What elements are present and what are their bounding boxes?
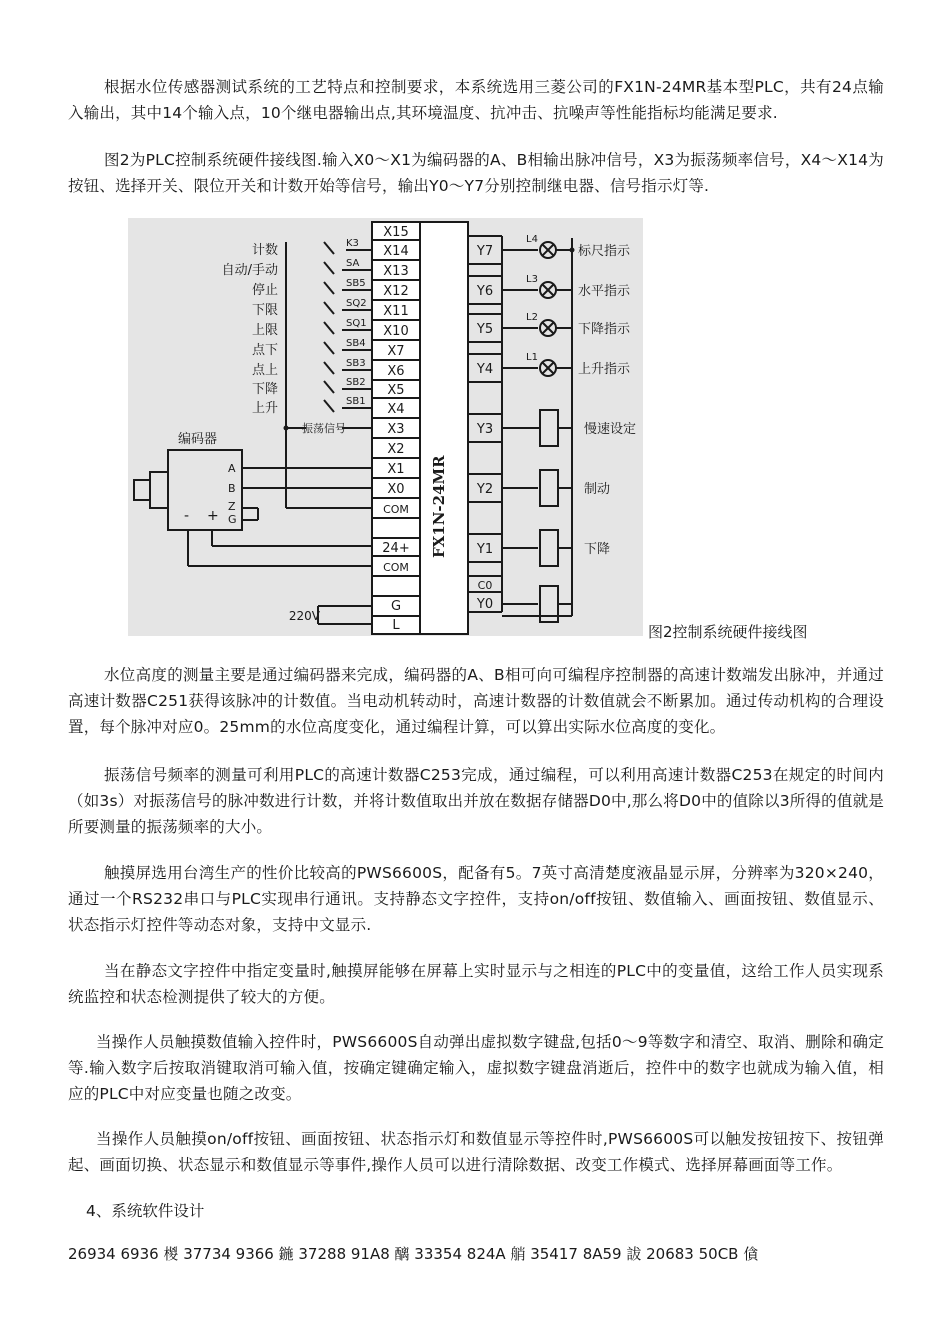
output-label-slow-speed: 慢速设定	[584, 422, 637, 437]
terminal-x0: X0	[387, 482, 405, 497]
encoder-pin-z: Z	[228, 500, 236, 513]
encoder-plus: +	[207, 508, 219, 524]
switch-code-sb4: SB4	[346, 338, 366, 349]
terminal-x2: X2	[387, 442, 405, 457]
lamp-code-l1: L1	[526, 352, 538, 363]
input-label-jog-down: 点下	[251, 343, 278, 358]
paragraph-oscillation-frequency: 振荡信号频率的测量可利用PLC的高速计数器C253完成，通过编程，可以利用高速计数器C253在规定的时间内（如3s）对振荡信号的脉冲数进行计数，并将计数值取出并放在数据存储器D0中,那么将D0中的值除以3所得的值就是所要测量的振荡频率的大小。	[68, 766, 884, 836]
terminal-g: G	[390, 599, 402, 614]
terminal-y7: Y7	[476, 244, 494, 259]
encoder-label: 编码器	[178, 432, 218, 447]
paragraph-button-events: 当操作人员触摸on/off按钮、画面按钮、状态指示灯和数值显示等控件时,PWS6600S可以触发按钮按下、按钮弹起、画面切换、状态显示和数值显示等事件,操作人员可以进行清除数据、改变工作模式、选择屏幕画面等工作。	[68, 1130, 884, 1174]
hardware-wiring-diagram	[128, 218, 643, 636]
terminal-y1: Y1	[476, 542, 494, 557]
input-label-auto-manual: 自动/手动	[221, 263, 278, 278]
paragraph-plc-selection: 根据水位传感器测试系统的工艺特点和控制要求，本系统选用三菱公司的FX1N-24MR基本型PLC，共有24点输入输出，其中14个输入点，10个继电器输出点,其环境温度、抗冲击、抗噪声等性能指标均能满足要求.	[68, 78, 884, 122]
terminal-x12: X12	[383, 284, 409, 299]
terminal-y3: Y3	[476, 422, 494, 437]
encoder-minus: -	[184, 508, 190, 524]
paragraph-numeric-input: 当操作人员触摸数值输入控件时，PWS6600S自动弹出虚拟数字键盘,包括0～9等数字和清空、取消、删除和确定等.输入数字后按取消键取消可输入值，按确定键确定输入，虚拟数字键盘消逝后，控件中的数字也就成为输入值，相应的PLC中对应变量也随之改变。	[68, 1033, 884, 1103]
paragraph-wiring-description: 图2为PLC控制系统硬件接线图.输入X0～X1为编码器的A、B相输出脉冲信号，X3为振荡频率信号，X4～X14为按钮、选择开关、限位开关和计数开始等信号，输出Y0～Y7分别控制继电器、信号指示灯等.	[68, 151, 884, 195]
terminal-y2: Y2	[476, 482, 494, 497]
terminal-x7: X7	[387, 344, 405, 359]
terminal-x6: X6	[387, 364, 405, 379]
switch-code-sa: SA	[346, 258, 360, 269]
paragraph-touch-screen: 触摸屏选用台湾生产的性价比较高的PWS6600S，配备有5。7英寸高清楚度液晶显示屏，分辨率为320×240，通过一个RS232串口与PLC实现串行通讯。支持静态文字控件，支持on/off按钮、数值输入、画面按钮、数值显示、状态指示灯控件等动态对象，支持中文显示.	[68, 864, 884, 934]
encoder-pin-g: G	[228, 513, 237, 526]
input-label-stop: 停止	[251, 283, 278, 298]
terminal-x13: X13	[383, 264, 409, 279]
garbled-code-line: 26934 6936 椶 37734 9366 鍦 37288 91A8 醨 33354 824A 艄 35417 8A59 詙 20683 50CB 僋	[68, 1245, 759, 1263]
paragraph-water-level-measurement: 水位高度的测量主要是通过编码器来完成，编码器的A、B相可向可编程序控制器的高速计数端发出脉冲，并通过高速计数器C251获得该脉冲的计数值。当电动机转动时，高速计数器的计数值就会不断累加。通过传动机构的合理设置，每个脉冲对应0。25mm的水位高度变化，通过编程计算，可以算出实际水位高度的变化。	[68, 666, 884, 736]
terminal-x14: X14	[383, 244, 409, 259]
paragraph-static-text-control: 当在静态文字控件中指定变量时,触摸屏能够在屏幕上实时显示与之相连的PLC中的变量值，这给工作人员实现系统监控和状态检测提供了较大的方便。	[68, 962, 884, 1006]
terminal-com-input: COM	[383, 503, 409, 516]
lamp-code-l2: L2	[526, 312, 538, 323]
input-label-ascend: 上升	[251, 401, 278, 416]
switch-code-sq1: SQ1	[346, 318, 367, 329]
terminal-x4: X4	[387, 402, 405, 417]
output-label-ascend-indicator: 上升指示	[578, 362, 631, 377]
switch-code-sq2: SQ2	[346, 298, 367, 309]
output-label-gauge-indicator: 标尺指示	[578, 244, 631, 259]
switch-code-sb1: SB1	[346, 396, 366, 407]
lamp-code-l3: L3	[526, 274, 538, 285]
output-label-descend: 下降	[584, 542, 611, 557]
terminal-x1: X1	[387, 462, 405, 477]
encoder-pin-b: B	[228, 482, 236, 495]
terminal-y5: Y5	[476, 322, 494, 337]
output-label-descend-indicator: 下降指示	[578, 322, 631, 337]
input-label-jog-up: 点上	[251, 363, 278, 378]
switch-code-sb5: SB5	[346, 278, 366, 289]
terminal-y6: Y6	[476, 284, 494, 299]
terminal-l: L	[392, 618, 400, 633]
input-label-lower-limit: 下限	[251, 303, 278, 318]
input-label-count: 计数	[251, 243, 278, 258]
terminal-x10: X10	[383, 324, 409, 339]
terminal-24v: 24+	[382, 541, 410, 556]
figure-caption: 图2控制系统硬件接线图	[648, 623, 808, 641]
input-label-descend: 下降	[251, 382, 278, 397]
section-heading: 4、系统软件设计	[86, 1202, 205, 1220]
switch-code-k3: K3	[346, 238, 359, 249]
oscillation-signal-label: 振荡信号	[302, 422, 346, 435]
input-label-upper-limit: 上限	[251, 323, 278, 338]
output-label-level-indicator: 水平指示	[578, 284, 631, 299]
terminal-y0: Y0	[476, 597, 494, 612]
plc-model-label: FX1N-24MR	[430, 455, 448, 558]
terminal-x3: X3	[387, 422, 405, 437]
terminal-c0: C0	[477, 579, 493, 592]
terminal-x5: X5	[387, 383, 405, 398]
lamp-code-l4: L4	[526, 234, 538, 245]
power-220v-label: 220V	[288, 609, 320, 623]
encoder-pin-a: A	[228, 462, 236, 475]
terminal-x15: X15	[383, 225, 409, 240]
switch-code-sb2: SB2	[346, 377, 366, 388]
terminal-com-sensor: COM	[383, 561, 409, 574]
terminal-x11: X11	[383, 304, 409, 319]
terminal-y4: Y4	[476, 362, 494, 377]
switch-code-sb3: SB3	[346, 358, 366, 369]
output-label-brake: 制动	[584, 482, 611, 497]
